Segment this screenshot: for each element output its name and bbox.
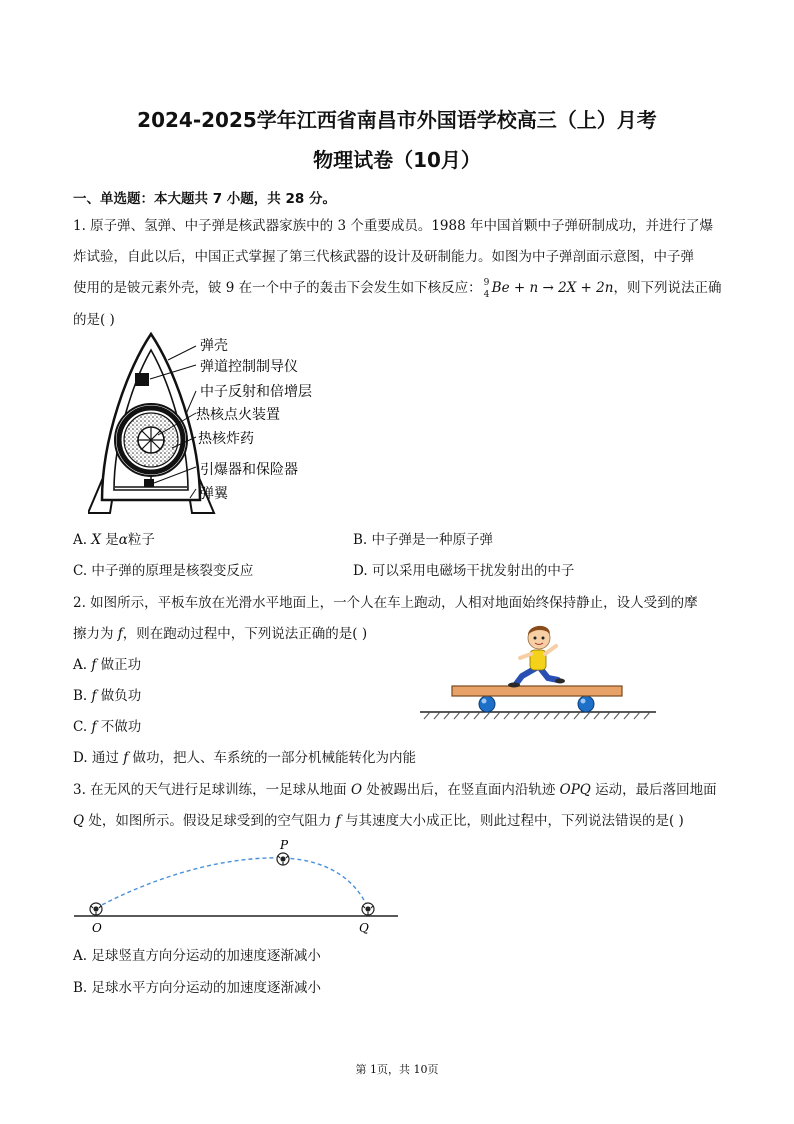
opt-text: 做功，把人、车系统的一部分机械能转化为内能: [128, 750, 417, 766]
q1-option-b[interactable]: B. 中子弹是一种原子弹: [353, 532, 494, 548]
var-q: Q: [73, 813, 85, 829]
nuclide-notation: [482, 278, 492, 300]
label-ignition: 热核点火装置: [196, 407, 280, 423]
q1-option-a[interactable]: [73, 532, 155, 548]
page-footer: 第 1页，共 10页: [355, 1063, 439, 1076]
ball-p: [277, 853, 289, 865]
label-q: Q: [359, 921, 369, 935]
q1-option-c[interactable]: C. 中子弹的原理是核裂变反应: [73, 563, 254, 579]
var-f: f: [91, 719, 97, 735]
opt-prefix: B.: [73, 688, 92, 704]
var-f: f: [123, 750, 129, 766]
var-f: f: [91, 688, 97, 704]
q1-line1: 1. 原子弹、氢弹、中子弹是核武器家族中的 3 个重要成员。1988 年中国首颗中子弹研制成功，并进行了爆: [73, 218, 713, 234]
label-p: P: [280, 838, 289, 852]
opt-prefix: D. 通过: [73, 750, 124, 766]
q1-line3-post: ，则下列说法正确: [613, 280, 722, 296]
runner-boy: [508, 626, 565, 688]
q3-option-a[interactable]: A. 足球竖直方向分运动的加速度逐渐减小: [73, 948, 321, 964]
label-fin: 弹翼: [200, 486, 228, 502]
section-heading: 一、单选题：本大题共 7 小题，共 28 分。: [73, 191, 336, 207]
q3-line2-post: 与其速度大小成正比，则此过程中，下列说法错误的是( ): [340, 813, 684, 829]
q3-line2-mid: 处，如图所示。假设足球受到的空气阻力: [84, 813, 336, 829]
page-title-line2: 物理试卷（10月）: [313, 148, 481, 172]
q2-line2: [73, 626, 367, 642]
option-a-mid: 是: [100, 532, 119, 548]
option-a-prefix: A.: [73, 532, 92, 548]
q1-line3: [73, 278, 722, 300]
cart-plank: [452, 686, 622, 696]
var-x: X: [91, 532, 101, 548]
ground-hatching: [424, 712, 650, 719]
label-o: O: [92, 921, 102, 935]
label-detonator: 引爆器和保险器: [200, 462, 298, 478]
q2-line2-pre: 擦力为: [73, 626, 118, 642]
q1-line4: 的是( ): [73, 312, 115, 328]
var-f: f: [91, 657, 97, 673]
q3-line1-pre: 3. 在无风的天气进行足球训练，一足球从地面: [73, 782, 351, 798]
q3-option-b[interactable]: B. 足球水平方向分运动的加速度逐渐减小: [73, 980, 322, 996]
ball-q: [362, 903, 374, 915]
var-f: f: [335, 813, 341, 829]
q3-line1-mid: 处被踢出后，在竖直面内沿轨迹: [362, 782, 560, 798]
opt-text: 做负功: [96, 688, 142, 704]
cart-runner-figure: [418, 618, 662, 724]
opt-prefix: C.: [73, 719, 92, 735]
q3-line1: [73, 782, 717, 798]
var-opq: OPQ: [559, 782, 591, 798]
detonator: [144, 479, 154, 487]
reaction-equation: Be + n → 2X + 2n: [491, 280, 614, 296]
q2-option-a[interactable]: [73, 657, 141, 673]
mass-number: 9: [483, 278, 490, 288]
trajectory-path: [96, 858, 368, 908]
guidance-box: [135, 373, 149, 386]
atomic-number: 4: [483, 290, 490, 300]
neutron-bomb-figure: [88, 328, 328, 520]
opt-text: 不做功: [96, 719, 142, 735]
label-shell: 弹壳: [200, 338, 228, 354]
label-reflector: 中子反射和倍增层: [200, 384, 312, 400]
label-explosive: 热核炸药: [198, 431, 254, 447]
q2-option-b[interactable]: [73, 688, 141, 704]
var-o: O: [350, 782, 363, 798]
var-f: f: [117, 626, 123, 642]
q3-line1-post: 运动，最后落回地面: [590, 782, 717, 798]
q1-option-d[interactable]: D. 可以采用电磁场干扰发射出的中子: [353, 563, 575, 579]
right-wheel: [578, 696, 594, 712]
q3-line2: [73, 813, 684, 829]
q2-line2-post: ，则在跑动过程中，下列说法正确的是( ): [122, 626, 368, 642]
ball-o: [90, 903, 102, 915]
var-alpha: α: [118, 532, 128, 548]
page-title-line1: 2024-2025学年江西省南昌市外国语学校高三（上）月考: [137, 108, 657, 132]
q2-line1: 2. 如图所示，平板车放在光滑水平地面上，一个人在车上跑动，人相对地面始终保持静止，设人受到的摩: [73, 595, 698, 611]
q2-option-c[interactable]: [73, 719, 141, 735]
trajectory-figure: [72, 838, 402, 938]
q1-line3-pre: 使用的是铍元素外壳，铍 9 在一个中子的轰击下会发生如下核反应：: [73, 280, 482, 296]
opt-prefix: A.: [73, 657, 92, 673]
left-wheel: [479, 696, 495, 712]
q1-line2: 炸试验，自此以后，中国正式掌握了第三代核武器的设计及研制能力。如图为中子弹剖面示意图，中子弹: [73, 249, 694, 265]
q2-option-d[interactable]: [73, 750, 416, 766]
option-a-post: 粒子: [127, 532, 155, 548]
opt-text: 做正功: [96, 657, 142, 673]
label-guidance: 弹道控制制导仪: [200, 359, 298, 375]
